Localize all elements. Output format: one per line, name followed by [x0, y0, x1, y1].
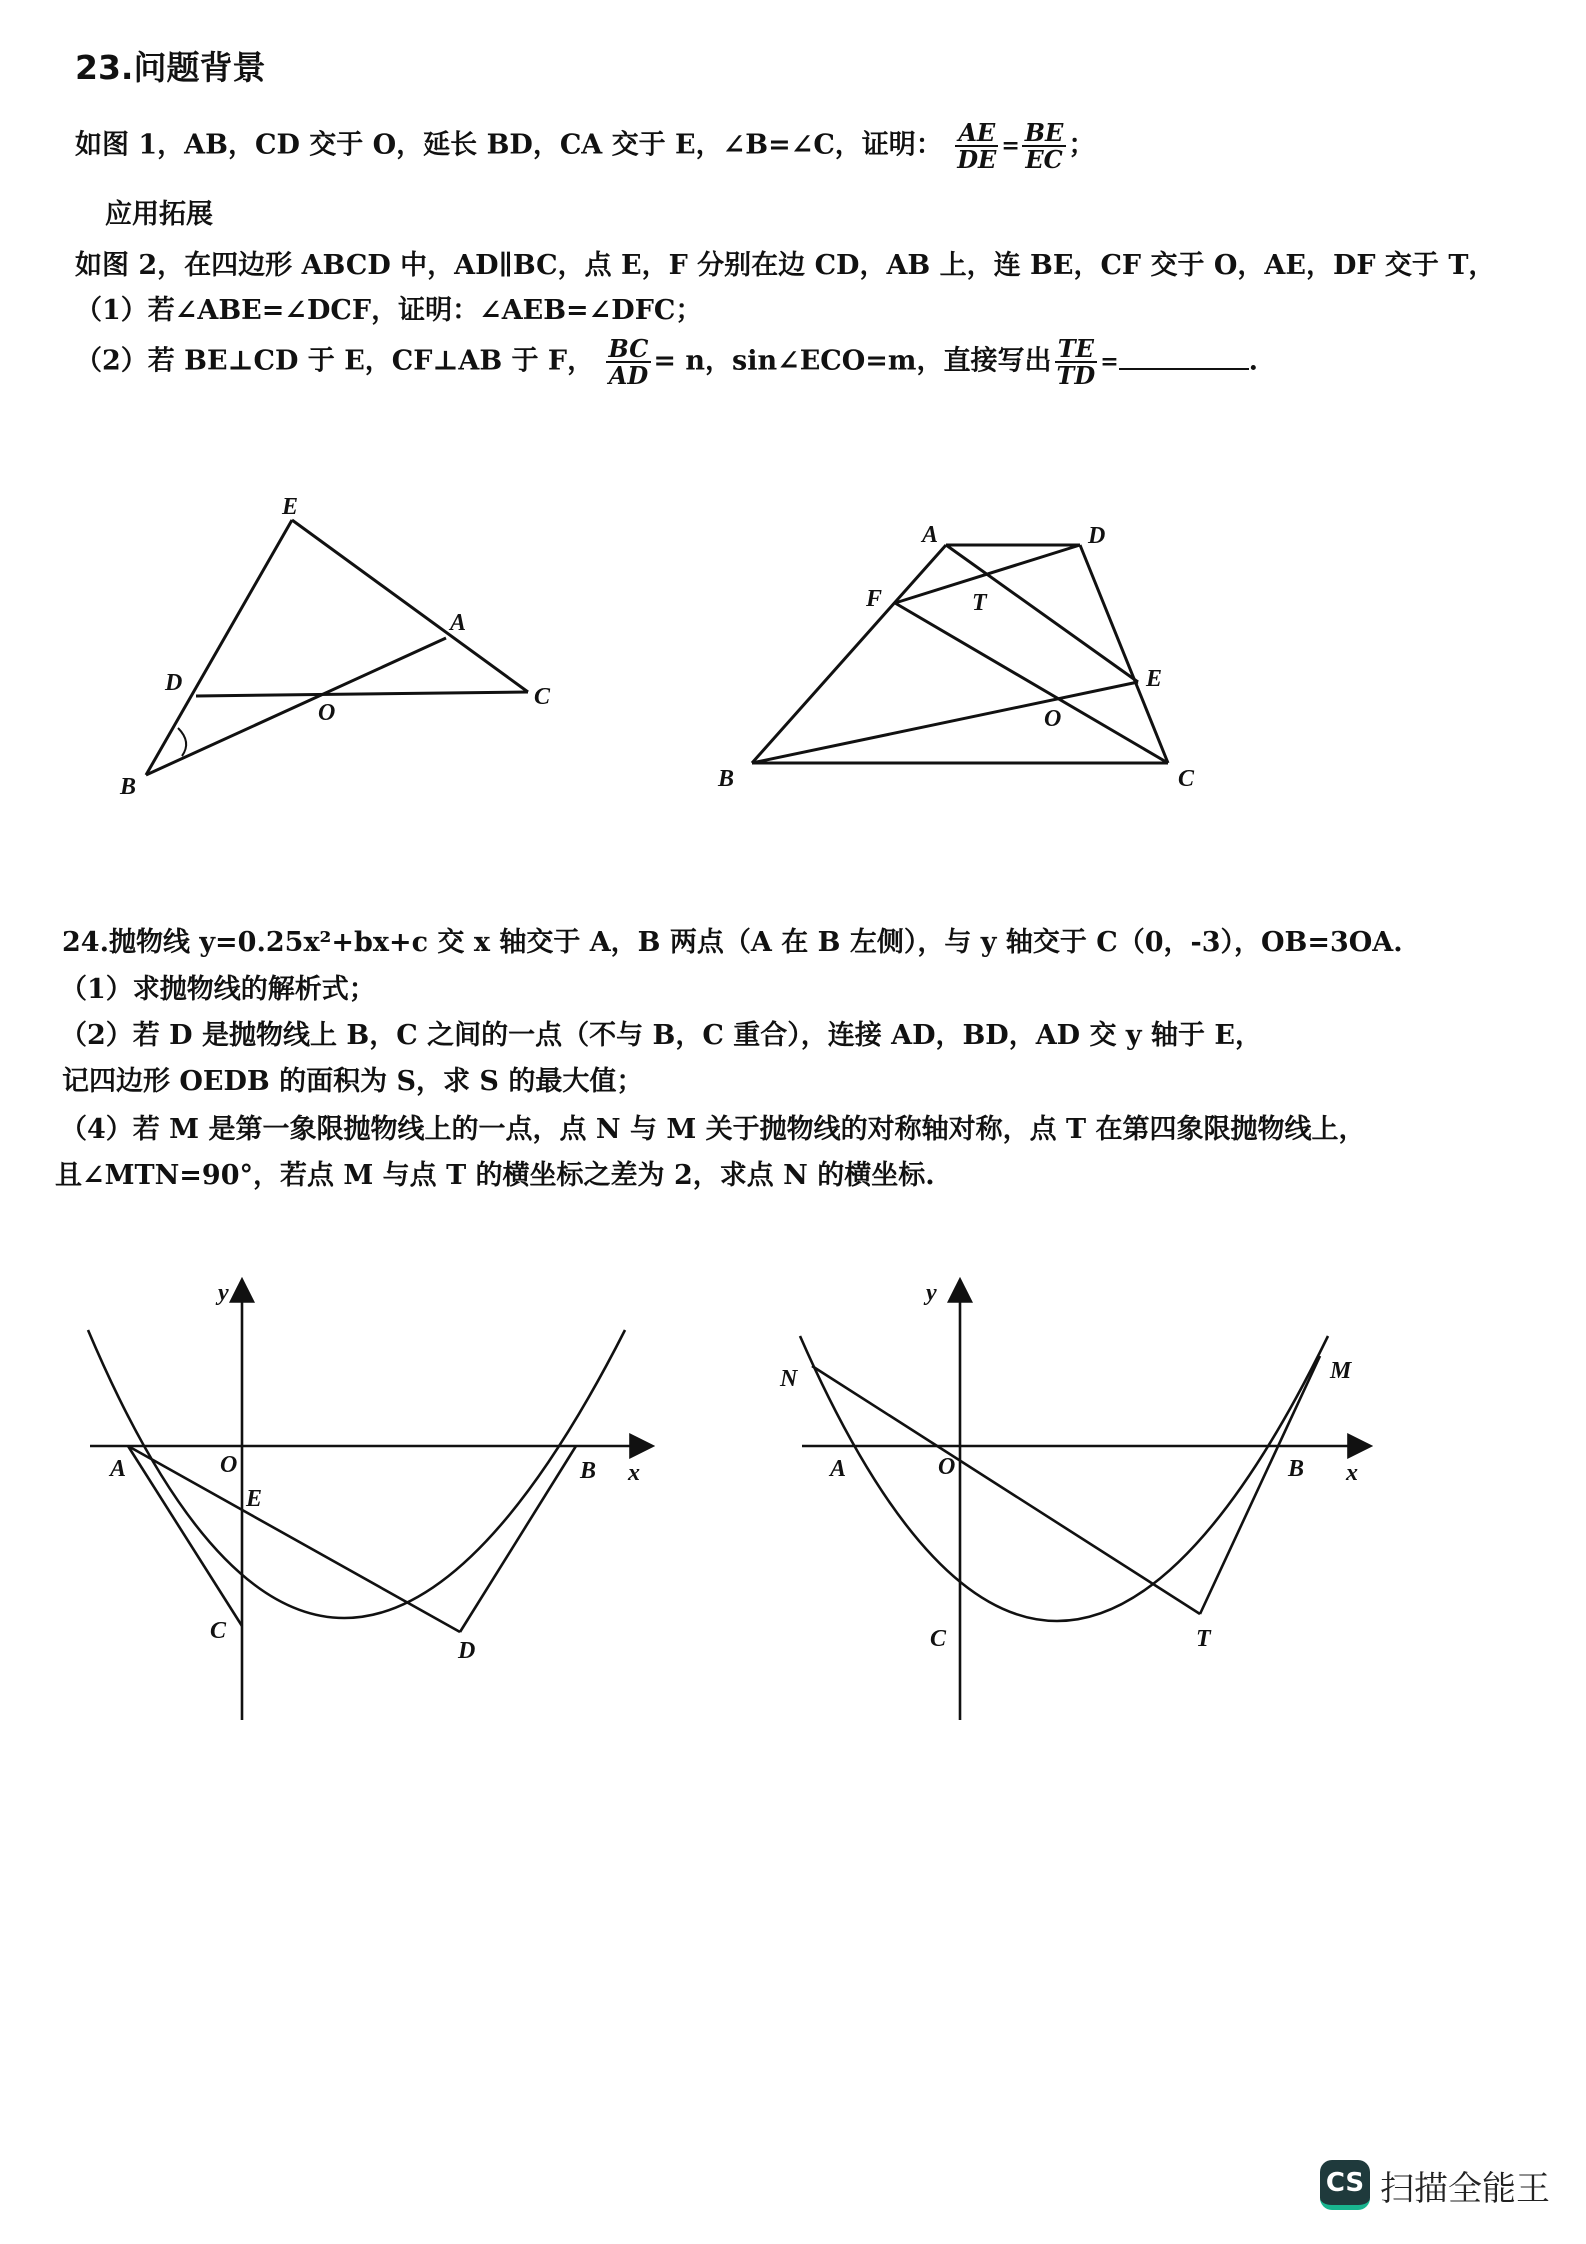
label-f: F [866, 586, 883, 612]
label-t: T [972, 590, 987, 616]
label-b: B [580, 1458, 597, 1484]
label-b: B [718, 766, 735, 792]
q24-part2a: （2）若 D 是抛物线上 B，C 之间的一点（不与 B，C 重合），连接 AD，BD，AD 交 y 轴于 E， [60, 1020, 1262, 1051]
label-t: T [1196, 1626, 1211, 1652]
label-d: D [1088, 523, 1106, 549]
label-c: C [210, 1618, 227, 1644]
q23-part1: （1）若∠ABE=∠DCF，证明：∠AEB=∠DFC； [75, 295, 703, 326]
label-b: B [120, 774, 137, 800]
camscanner-logo-icon: CS [1320, 2160, 1370, 2210]
label-a: A [450, 610, 467, 636]
fraction-ae-de: $\frac{AE}{DE}$ [957, 118, 997, 175]
q23-part2-text: （2）若 BE⊥CD 于 E，CF⊥AB 于 F， [75, 345, 595, 377]
label-o: O [220, 1452, 238, 1478]
segment-dc [196, 692, 528, 696]
q23-background [75, 118, 1096, 175]
segment-db [460, 1446, 576, 1632]
q24-part4a: （4）若 M 是第一象限抛物线上的一点，点 N 与 M 关于抛物线的对称轴对称，点 T 在第四象限抛物线上， [60, 1114, 1366, 1145]
label-a: A [110, 1456, 127, 1482]
label-a: A [922, 522, 939, 548]
figure-4 [760, 1270, 1380, 1730]
q23-part2-end: . [1248, 345, 1259, 377]
segment-dc [1080, 545, 1168, 763]
q23-title: 23.问题背景 [75, 48, 266, 87]
label-c: C [1178, 766, 1195, 792]
label-y: y [218, 1280, 229, 1306]
label-n: N [780, 1366, 798, 1392]
segment-tm [1200, 1356, 1320, 1614]
figure-1 [100, 490, 600, 820]
label-o: O [938, 1454, 956, 1480]
label-c: C [930, 1626, 947, 1652]
camscanner-text: 扫描全能王 [1380, 2168, 1550, 2209]
label-e: E [1146, 666, 1163, 692]
q23-bg-text: 如图 1，AB，CD 交于 O，延长 BD，CA 交于 E，∠B=∠C，证明： [75, 129, 943, 161]
label-b: B [1288, 1456, 1305, 1482]
fraction-te-td: $\frac{TE}{TD}$ [1056, 334, 1096, 391]
q23-bg-end: ； [1068, 129, 1096, 161]
figure-2 [700, 500, 1240, 810]
fraction-be-ec: $\frac{BE}{EC}$ [1022, 120, 1067, 172]
q23-fig2-desc: 如图 2，在四边形 ABCD 中，AD∥BC，点 E，F 分别在边 CD，AB 上，连 BE，CF 交于 O，AE，DF 交于 T， [75, 250, 1496, 281]
segment-be [752, 682, 1138, 763]
label-m: M [1330, 1358, 1352, 1384]
camscanner-watermark [1320, 2160, 1550, 2210]
segment-eb [146, 520, 292, 775]
segment-df [895, 545, 1080, 603]
q24-part1: （1）求抛物线的解析式； [60, 974, 376, 1005]
q23-app-title: 应用拓展 [105, 199, 213, 230]
segment-ad [128, 1446, 460, 1632]
parabola [800, 1336, 1328, 1621]
label-o: O [318, 700, 336, 726]
label-d: D [458, 1638, 476, 1664]
q24-stem: 24.抛物线 y=0.25x²+bx+c 交 x 轴交于 A，B 两点（A 在 B 左侧），与 y 轴交于 C（0，-3），OB=3OA. [62, 927, 1403, 958]
q24-part4b: 且∠MTN=90°，若点 M 与点 T 的横坐标之差为 2，求点 N 的横坐标. [55, 1160, 935, 1191]
label-x: x [628, 1460, 640, 1486]
q23-part2-mid: = n，sin∠ECO=m，直接写出 [653, 345, 1052, 377]
q23-part2 [75, 334, 1259, 391]
segment-nt [812, 1366, 1200, 1614]
label-y: y [926, 1280, 937, 1306]
label-o: O [1044, 706, 1062, 732]
angle-b-mark [178, 728, 186, 756]
label-a: A [830, 1456, 847, 1482]
fraction-bc-ad: $\frac{BC}{AD}$ [606, 336, 652, 388]
equals-sign-2: = [1100, 349, 1119, 376]
label-e: E [282, 494, 299, 520]
q24-part2b: 记四边形 OEDB 的面积为 S，求 S 的最大值； [62, 1066, 644, 1097]
segment-ab [752, 545, 946, 763]
label-e: E [246, 1486, 263, 1512]
answer-blank [1119, 346, 1249, 370]
segment-ec [292, 520, 528, 692]
segment-ba [146, 638, 446, 775]
equals-sign: = [1001, 133, 1020, 160]
figure-3 [70, 1270, 690, 1730]
label-d: D [165, 670, 183, 696]
label-c: C [534, 684, 551, 710]
label-x: x [1346, 1460, 1358, 1486]
